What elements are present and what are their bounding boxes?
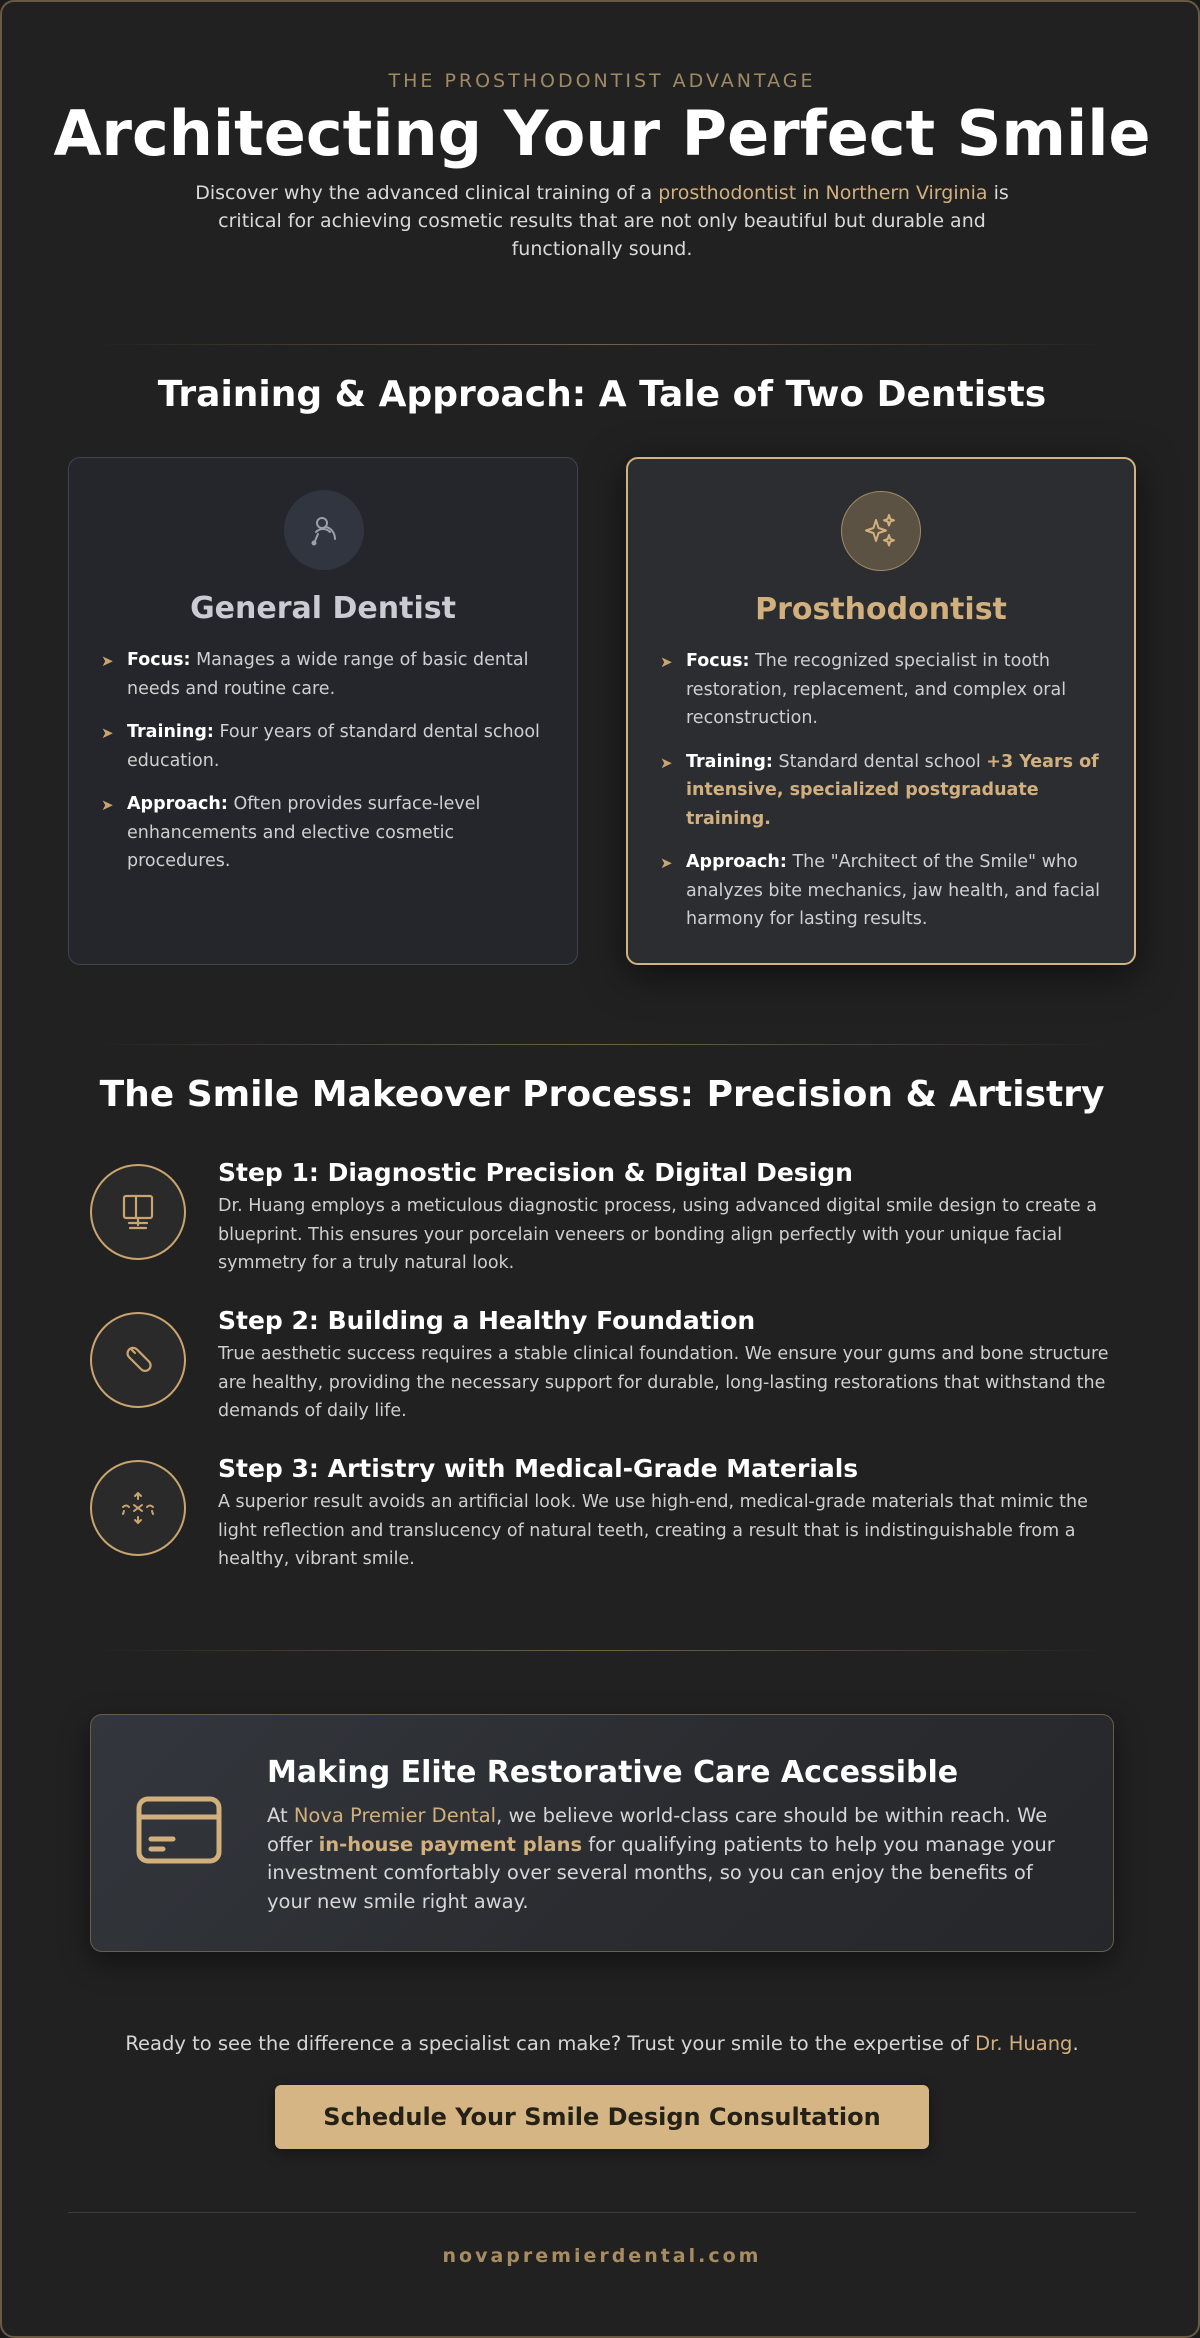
arrow-bullet-icon: ➤ xyxy=(660,653,673,671)
brand-name: Nova Premier Dental xyxy=(293,1804,497,1827)
cta-text-main: Ready to see the difference a specialist can make? Trust your smile to the expertise of xyxy=(125,2032,976,2055)
monitor-design-icon xyxy=(90,1164,186,1260)
item-label: Approach: xyxy=(686,852,787,872)
sparkles-icon xyxy=(841,491,921,571)
item-text: Manages a wide range of basic dental needs and routine care. xyxy=(127,650,529,699)
dental-tool-icon xyxy=(90,1312,186,1408)
general-dentist-card xyxy=(68,457,578,965)
item-text: Standard dental school xyxy=(772,751,987,772)
training-highlight: +3 Years of intensive, specialized postgraduate training. xyxy=(686,751,1099,829)
list-item xyxy=(660,848,1110,934)
general-dentist-list xyxy=(101,646,551,891)
prosthodontist-card xyxy=(626,457,1136,965)
eyebrow-text: THE PROSTHODONTIST ADVANTAGE xyxy=(388,70,816,92)
intro-highlight-link[interactable]: prosthodontist in Northern Virginia xyxy=(658,182,988,204)
doctor-name: Dr. Huang xyxy=(975,2032,1073,2055)
item-label: Focus: xyxy=(127,650,191,670)
payment-text-part: , we believe world-class care should be within reach. We offer xyxy=(267,1804,1048,1856)
payment-text xyxy=(267,1802,1077,1916)
cta-text xyxy=(2,2032,1200,2055)
intro-text-end: is critical for achieving cosmetic results that are not only beautiful but durable and functionally sound. xyxy=(218,182,1009,260)
item-text: Often provides surface-level enhancements and elective cosmetic procedures. xyxy=(127,794,481,871)
list-item xyxy=(660,647,1110,733)
page-title: Architecting Your Perfect Smile xyxy=(53,97,1151,170)
list-item xyxy=(101,646,551,703)
list-item xyxy=(101,790,551,876)
step-text: A superior result avoids an artificial look. We use high-end, medical-grade materials that mimic the light reflection and translucency of natural teeth, creating a result that is indistinguishable from a healthy, vibrant smile. xyxy=(218,1492,1088,1569)
list-item xyxy=(660,748,1110,834)
prosthodontist-title: Prosthodontist xyxy=(755,592,1007,627)
list-item xyxy=(101,718,551,775)
arrow-bullet-icon: ➤ xyxy=(660,753,673,772)
credit-card-icon xyxy=(135,1795,223,1871)
arrow-bullet-icon: ➤ xyxy=(101,796,114,814)
footer-divider xyxy=(68,2212,1136,2213)
schedule-consultation-button[interactable]: Schedule Your Smile Design Consultation xyxy=(275,2085,929,2149)
intro-text-start: Discover why the advanced clinical training of a xyxy=(195,182,659,204)
arrow-bullet-icon: ➤ xyxy=(101,652,114,670)
section-divider xyxy=(92,344,1112,345)
step-title: Step 1: Diagnostic Precision & Digital Design xyxy=(218,1158,853,1187)
step-text: True aesthetic success requires a stable clinical foundation. We ensure your gums and bone structure are healthy, providing the necessary support for durable, long-lasting restorations that withstand the demands of daily life. xyxy=(218,1344,1109,1421)
item-label: Training: xyxy=(127,722,214,742)
arrow-bullet-icon: ➤ xyxy=(101,724,114,742)
light-reflection-icon xyxy=(90,1460,186,1556)
footer-website-link[interactable]: novapremierdental.com xyxy=(442,2245,762,2267)
step-text: Dr. Huang employs a meticulous diagnostic process, using advanced digital smile design to create a blueprint. This ensures your porcelain veneers or bonding align perfectly with your unique facial symmetry for a truly natural look. xyxy=(218,1196,1097,1273)
intro-paragraph xyxy=(162,179,1042,263)
section-divider xyxy=(92,1044,1112,1045)
arrow-bullet-icon: ➤ xyxy=(660,854,673,872)
payment-plan-box xyxy=(90,1714,1114,1952)
payment-highlight: in-house payment plans xyxy=(318,1832,583,1856)
process-title: The Smile Makeover Process: Precision & Artistry xyxy=(99,1074,1105,1115)
cta-period: . xyxy=(1072,2032,1079,2055)
section-divider xyxy=(92,1650,1112,1651)
item-label: Approach: xyxy=(127,794,228,814)
item-label: Training: xyxy=(686,751,773,772)
step-title: Step 3: Artistry with Medical-Grade Materials xyxy=(218,1454,859,1483)
payment-text-part: At xyxy=(267,1804,294,1827)
item-text: Four years of standard dental school education. xyxy=(127,722,540,771)
payment-text-part: for qualifying patients to help you manage your investment comfortably over several months, so you can enjoy the benefits of your new smile right away. xyxy=(267,1832,1055,1913)
item-label: Focus: xyxy=(686,651,750,671)
comparison-title: Training & Approach: A Tale of Two Dentists xyxy=(157,374,1047,415)
dentist-tool-icon xyxy=(284,490,364,570)
general-dentist-title: General Dentist xyxy=(190,591,456,626)
item-text: The "Architect of the Smile" who analyzes bite mechanics, jaw health, and facial harmony for lasting results. xyxy=(686,852,1101,929)
prosthodontist-list xyxy=(660,647,1110,949)
step-title: Step 2: Building a Healthy Foundation xyxy=(218,1306,756,1335)
item-text: The recognized specialist in tooth restoration, replacement, and complex oral reconstruction. xyxy=(686,651,1067,728)
payment-title: Making Elite Restorative Care Accessible xyxy=(267,1755,959,1790)
